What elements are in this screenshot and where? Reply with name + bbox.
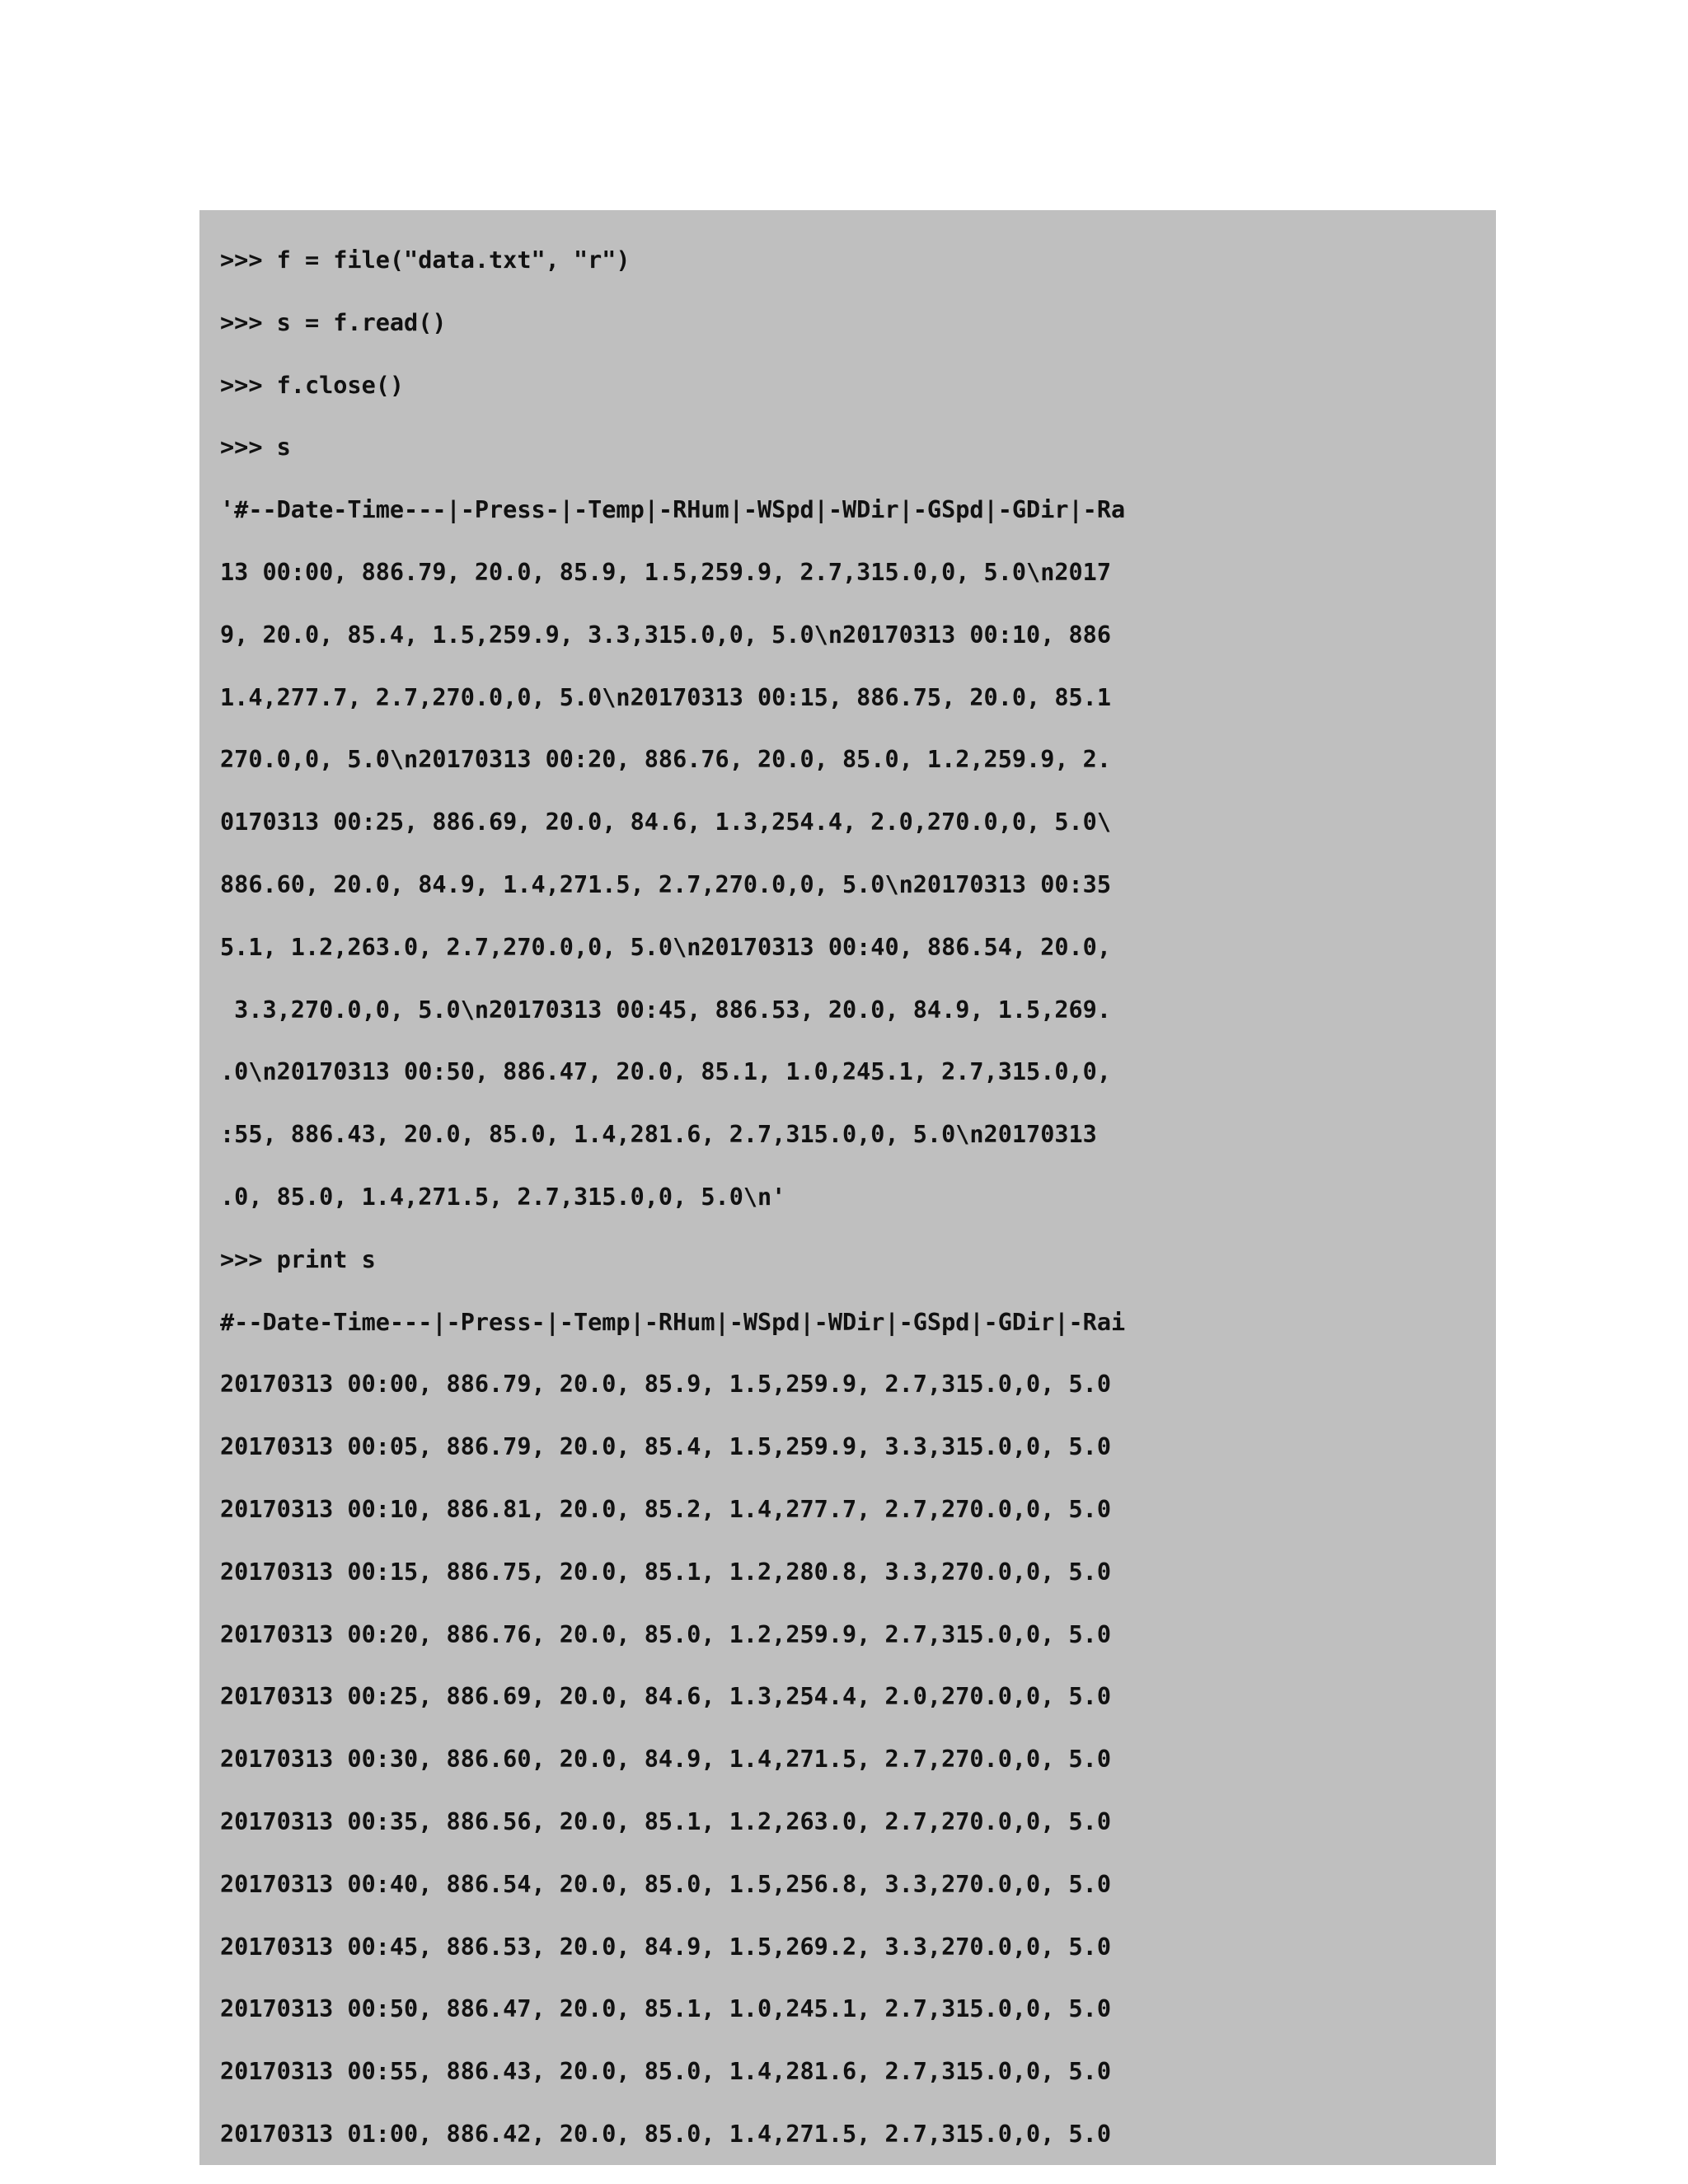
code-line: 270.0,0, 5.0\n20170313 00:20, 886.76, 20.0, 85.0, 1.2,259.9, 2. (220, 746, 1111, 774)
code-line: 20170313 00:40, 886.54, 20.0, 85.0, 1.5,256.8, 3.3,270.0,0, 5.0 (220, 1870, 1111, 1898)
code-line: 9, 20.0, 85.4, 1.5,259.9, 3.3,315.0,0, 5.0\n20170313 00:10, 886 (220, 621, 1111, 649)
code-line: '#--Date-Time---|-Press-|-Temp|-RHum|-WSpd|-WDir|-GSpd|-GDir|-Ra (220, 496, 1126, 524)
code-line: >>> s (220, 434, 291, 462)
code-line: .0, 85.0, 1.4,271.5, 2.7,315.0,0, 5.0\n' (220, 1183, 786, 1211)
code-line: 20170313 00:20, 886.76, 20.0, 85.0, 1.2,259.9, 2.7,315.0,0, 5.0 (220, 1620, 1111, 1648)
code-line: 13 00:00, 886.79, 20.0, 85.9, 1.5,259.9, 2.7,315.0,0, 5.0\n2017 (220, 558, 1111, 586)
code-block (199, 210, 1496, 2165)
code-line: 0170313 00:25, 886.69, 20.0, 84.6, 1.3,254.4, 2.0,270.0,0, 5.0\ (220, 808, 1111, 837)
code-line: 1.4,277.7, 2.7,270.0,0, 5.0\n20170313 00:15, 886.75, 20.0, 85.1 (220, 683, 1111, 711)
code-line: 20170313 00:15, 886.75, 20.0, 85.1, 1.2,280.8, 3.3,270.0,0, 5.0 (220, 1558, 1111, 1586)
code-line: 3.3,270.0,0, 5.0\n20170313 00:45, 886.53, 20.0, 84.9, 1.5,269. (220, 996, 1111, 1024)
code-line: >>> s = f.read() (220, 308, 447, 336)
code-line: >>> f = file("data.txt", "r") (220, 246, 631, 274)
code-line: :55, 886.43, 20.0, 85.0, 1.4,281.6, 2.7,315.0,0, 5.0\n20170313 (220, 1121, 1097, 1149)
code-line: >>> f.close() (220, 371, 405, 399)
code-line: 20170313 00:00, 886.79, 20.0, 85.9, 1.5,259.9, 2.7,315.0,0, 5.0 (220, 1371, 1111, 1399)
code-line: 20170313 00:25, 886.69, 20.0, 84.6, 1.3,254.4, 2.0,270.0,0, 5.0 (220, 1683, 1111, 1711)
code-line: .0\n20170313 00:50, 886.47, 20.0, 85.1, 1.0,245.1, 2.7,315.0,0, (220, 1058, 1111, 1086)
code-line: 5.1, 1.2,263.0, 2.7,270.0,0, 5.0\n20170313 00:40, 886.54, 20.0, (220, 933, 1111, 961)
code-line: 886.60, 20.0, 84.9, 1.4,271.5, 2.7,270.0,0, 5.0\n20170313 00:35 (220, 870, 1111, 898)
code-line: 20170313 00:10, 886.81, 20.0, 85.2, 1.4,277.7, 2.7,270.0,0, 5.0 (220, 1495, 1111, 1523)
code-line: #--Date-Time---|-Press-|-Temp|-RHum|-WSpd|-WDir|-GSpd|-GDir|-Rai (220, 1308, 1126, 1336)
code-lines (220, 244, 1496, 2165)
code-line: 20170313 00:55, 886.43, 20.0, 85.0, 1.4,281.6, 2.7,315.0,0, 5.0 (220, 2058, 1111, 2086)
code-line: 20170313 01:00, 886.42, 20.0, 85.0, 1.4,271.5, 2.7,315.0,0, 5.0 (220, 2120, 1111, 2148)
code-line: >>> print s (220, 1245, 376, 1273)
code-line: 20170313 00:30, 886.60, 20.0, 84.9, 1.4,271.5, 2.7,270.0,0, 5.0 (220, 1746, 1111, 1774)
code-line: 20170313 00:50, 886.47, 20.0, 85.1, 1.0,245.1, 2.7,315.0,0, 5.0 (220, 1995, 1111, 2023)
code-line: 20170313 00:45, 886.53, 20.0, 84.9, 1.5,269.2, 3.3,270.0,0, 5.0 (220, 1933, 1111, 1961)
code-line: 20170313 00:35, 886.56, 20.0, 85.1, 1.2,263.0, 2.7,270.0,0, 5.0 (220, 1807, 1111, 1835)
code-line: 20170313 00:05, 886.79, 20.0, 85.4, 1.5,259.9, 3.3,315.0,0, 5.0 (220, 1433, 1111, 1461)
